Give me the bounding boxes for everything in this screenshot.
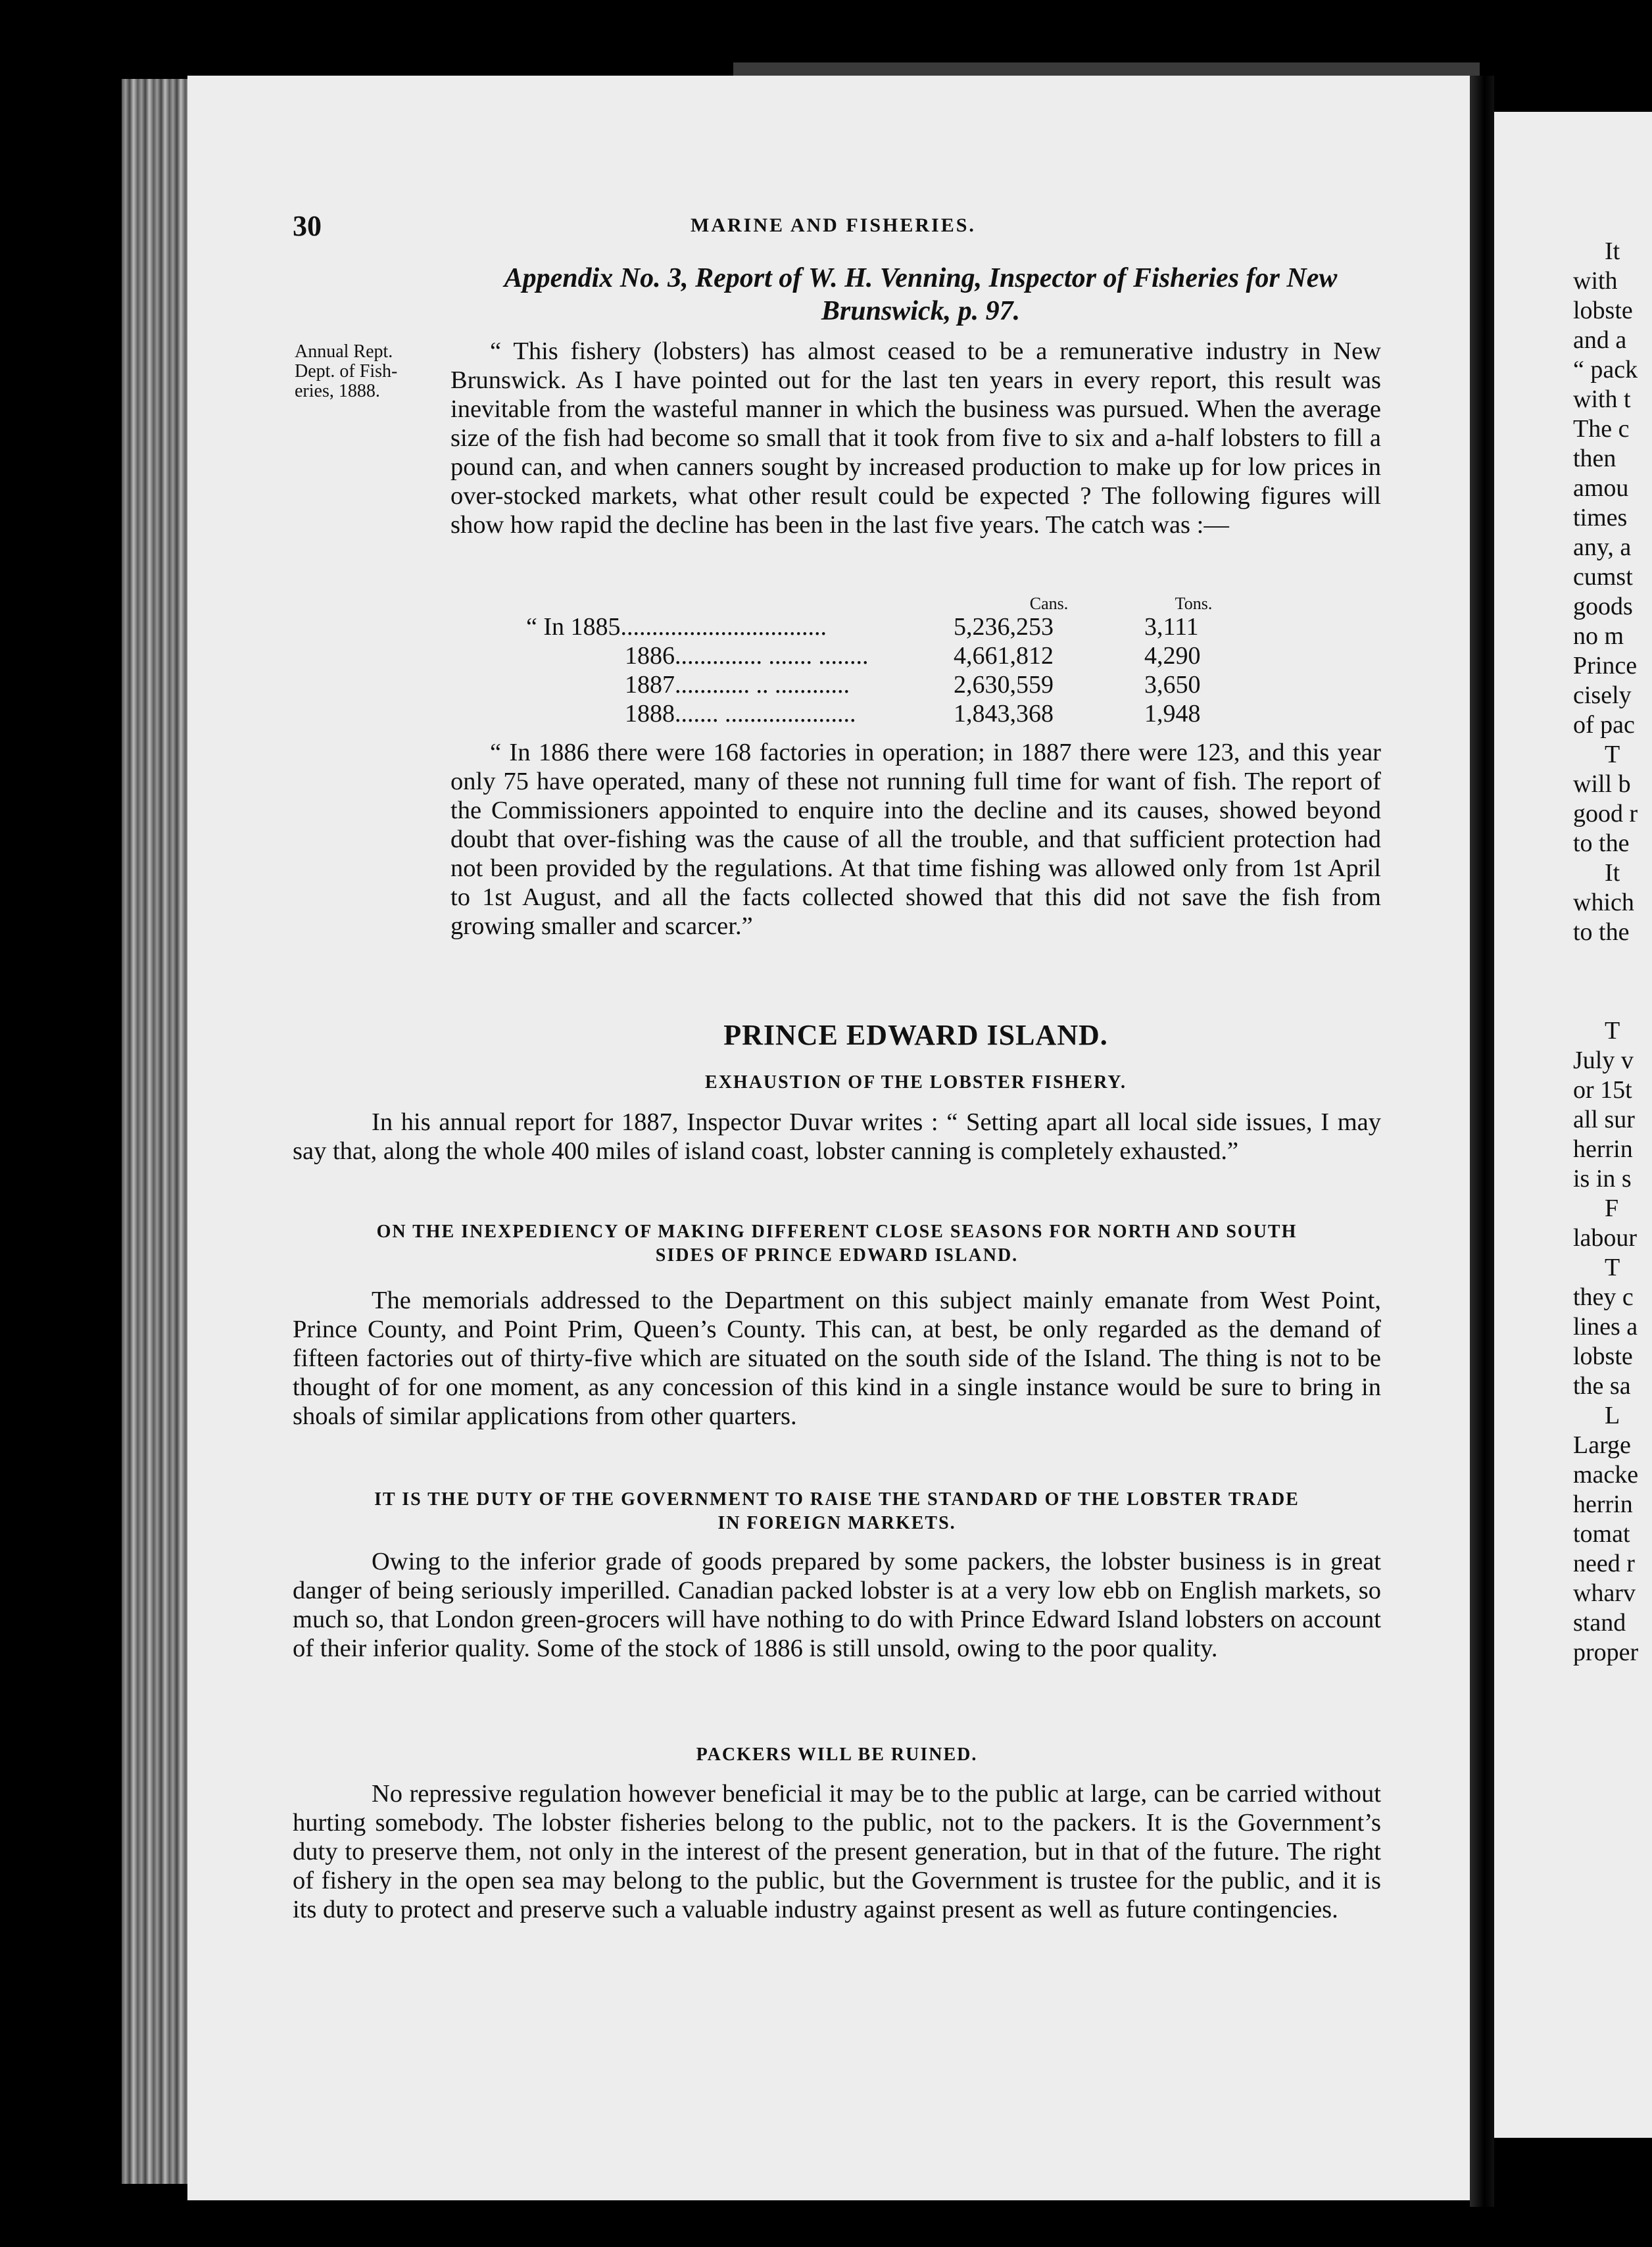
right-page-line-fragment: the sa [1573,1372,1631,1400]
right-page-line-fragment: cumst [1573,563,1633,591]
catch-year: 1887............ .. ............ [625,671,850,699]
right-page-line-fragment: which [1573,889,1634,916]
right-page-line-fragment: Prince [1573,652,1638,679]
right-page-line-fragment: to the [1573,918,1630,946]
heading-exhaustion: EXHAUSTION OF THE LOBSTER FISHERY. [705,1072,1127,1093]
heading-prince-edward-island: PRINCE EDWARD ISLAND. [723,1019,1108,1051]
catch-tons: 3,650 [1144,671,1201,699]
right-page-line-fragment: T [1605,741,1620,768]
paragraph-duvar: In his annual report for 1887, Inspector Duvar writes : “ Setting apart all local side issues, I may say that, along the whole 400 miles of island coast, lobster canning is completely exhausted.” [293,1108,1381,1165]
margin-note-line2: Dept. of Fish- [295,361,398,382]
right-page-line-fragment: herrin [1573,1135,1633,1163]
catch-year: 1886.............. ....... ........ [625,642,869,670]
right-page-line-fragment: It [1605,237,1620,265]
right-page-line-fragment: F [1605,1195,1619,1222]
right-page-line-fragment: lobste [1573,297,1633,324]
right-page-line-fragment: T [1605,1017,1620,1045]
right-page-line-fragment: labour [1573,1224,1638,1252]
quote-paragraph-2: “ In 1886 there were 168 factories in operation; in 1887 there were 123, and this year only 75 have operated, many of these not running full time for want of fish. The report of the Commissioners appointed to enquire into the decline and its causes, showed beyond doubt that over-fishing was the cause of all the trouble, and that sufficient protection had not been provided by the regulations. At that time fishing was allowed only from 1st April to 1st August, and all the facts collected showed that this did not save the fish from growing smaller and scarcer.” [450,739,1381,940]
catch-tons: 1,948 [1144,700,1201,728]
paragraph-repressive-regulation: No repressive regulation however beneficial it may be to the public at large, can be carried without hurting somebody. The lobster fisheries belong to the public, not to the packers. It is the Government’s duty to preserve them, not only in the interest of the present generation, but in that of the future. The right of fishery in the open sea may belong to the public, but the Government is trustee for the public, and it is its duty to protect and preserve such a valuable industry against present as well as future contingencies. [293,1780,1381,1923]
heading-packers-ruined: PACKERS WILL BE RUINED. [696,1744,978,1765]
catch-cans: 1,843,368 [954,700,1054,728]
right-page-line-fragment: any, a [1573,533,1632,561]
heading-inexpediency-line2: SIDES OF PRINCE EDWARD ISLAND. [655,1245,1019,1266]
catch-tons: 3,111 [1144,613,1199,641]
right-page-line-fragment: wharv [1573,1579,1636,1607]
catch-year: “ In 1885................................. [526,613,827,641]
right-page-line-fragment: and a [1573,326,1627,354]
book-page-edges [122,79,194,2184]
right-page-line-fragment: will b [1573,770,1631,798]
heading-inexpediency-line1: ON THE INEXPEDIENCY OF MAKING DIFFERENT CLOSE SEASONS FOR NORTH AND SOUTH [376,1222,1298,1242]
heading-duty-line2: IN FOREIGN MARKETS. [717,1513,956,1533]
appendix-title [447,262,1394,328]
margin-note-line1: Annual Rept. [295,341,393,362]
right-page-line-fragment: goods [1573,593,1633,620]
right-page-line-fragment: with [1573,267,1618,295]
right-page-line-fragment: no m [1573,622,1624,650]
heading-government-duty [293,1488,1381,1535]
right-page-line-fragment: amou [1573,474,1629,502]
running-head: MARINE AND FISHERIES. [691,214,976,236]
paragraph-inferior-grade: Owing to the inferior grade of goods prepared by some packers, the lobster business is in great danger of being seriously imperilled. Canadian packed lobster is at a very low ebb on English markets, so much so, that London green-grocers will have nothing to do with Prince Edward Island lobsters on account of their inferior quality. Some of the stock of 1886 is still unsold, owing to the poor quality. [293,1548,1381,1662]
quote-paragraph-1: “ This fishery (lobsters) has almost ceased to be a remunerative industry in New Brunswick. As I have pointed out for the last ten years in every report, this result was inevitable from the wasteful manner in which the business was pursued. When the average size of the fish had become so small that it took from five to six and a-half lobsters to fill a pound can, and when canners sought by increased production to make up for low prices in over-stocked markets, what other result could be expected ? The following figures will show how rapid the decline has been in the last five years. The catch was :— [450,337,1381,539]
right-page-line-fragment: The c [1573,415,1630,443]
catch-cans: 5,236,253 [954,613,1054,641]
table-row [526,670,1243,699]
right-page-line-fragment: proper [1573,1639,1639,1666]
right-page-line-fragment: stand [1573,1609,1626,1637]
right-page-line-fragment: all sur [1573,1106,1635,1133]
book-gutter [1470,76,1494,2207]
right-page-line-fragment: or 15t [1573,1076,1632,1104]
right-page-line-fragment: T [1605,1254,1620,1281]
table-row [526,641,1243,670]
right-page-line-fragment: with t [1573,385,1631,413]
catch-table [526,595,1243,728]
margin-note-line3: eries, 1888. [295,381,380,401]
right-page-line-fragment: “ pack [1573,356,1638,383]
right-page-line-fragment: they c [1573,1283,1634,1311]
heading-inexpediency [293,1220,1381,1268]
catch-table-header-cans: Cans. [1029,594,1069,613]
right-page-line-fragment: cisely [1573,681,1632,709]
catch-cans: 4,661,812 [954,642,1054,670]
appendix-title-line2: Brunswick, p. 97. [821,296,1021,326]
table-row [526,699,1243,728]
right-page-line-fragment: good r [1573,800,1638,827]
right-page-line-fragment: herrin [1573,1491,1633,1518]
right-page-line-fragment: Large [1573,1431,1631,1459]
right-page-line-fragment: of pac [1573,711,1635,739]
right-page-line-fragment: times [1573,504,1628,531]
catch-tons: 4,290 [1144,642,1201,670]
right-page-line-fragment: L [1605,1402,1620,1429]
page-number: 30 [293,210,322,242]
right-page-line-fragment: need r [1573,1550,1635,1577]
paragraph-memorials: The memorials addressed to the Department on this subject mainly emanate from West Point, Prince County, and Point Prim, Queen’s County. This can, at best, be only regarded as the demand of fifteen factories out of thirty-five which are situated on the south side of the Island. The thing is not to be thought of for one moment, as any concession of this kind in a single instance would be sure to bring in shoals of similar applications from other quarters. [293,1287,1381,1430]
catch-cans: 2,630,559 [954,671,1054,699]
catch-table-blank-header [526,595,954,612]
right-page-line-fragment: macke [1573,1461,1639,1489]
right-page-line-fragment: It [1605,859,1620,887]
catch-year: 1888....... ..................... [625,700,856,728]
heading-duty-line1: IT IS THE DUTY OF THE GOVERNMENT TO RAISE THE STANDARD OF THE LOBSTER TRADE [374,1489,1300,1510]
right-page-line-fragment: then [1573,445,1616,472]
margin-note [295,342,439,401]
catch-table-header-tons: Tons. [1175,594,1213,613]
right-page-line-fragment: to the [1573,829,1630,857]
right-page-line-fragment: tomat [1573,1520,1630,1548]
right-page-line-fragment: is in s [1573,1165,1632,1193]
table-row [526,612,1243,641]
right-page-line-fragment: lobste [1573,1343,1633,1370]
right-page-line-fragment: July v [1573,1047,1634,1074]
right-page-line-fragment: lines a [1573,1313,1638,1341]
appendix-title-line1: Appendix No. 3, Report of W. H. Venning, Inspector of Fisheries for New [504,263,1338,293]
